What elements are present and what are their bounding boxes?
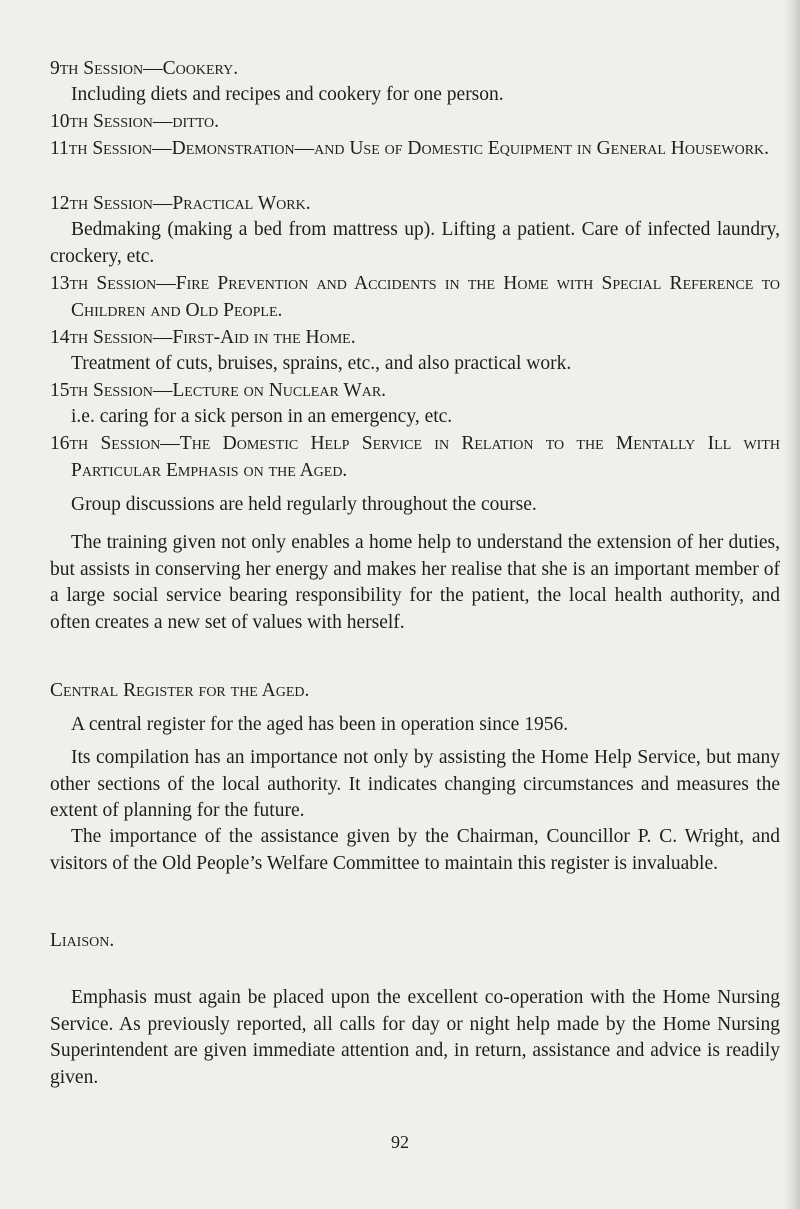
session-12-detail: Bedmaking (making a bed from mattress up). Lifting a patient. Care of infected laundry, crockery, etc. (50, 219, 780, 267)
central-register-paragraph-2: Its compilation has an importance not only by assisting the Home Help Service, but many other sections of the local authority. It indicates changing circumstances and measures the extent of planning for the future. (50, 747, 780, 821)
liaison-heading: Liaison. (50, 930, 115, 951)
session-16-heading: 16th Session—The Domestic Help Service in Relation to the Mentally Ill with Particular Emphasis on the Aged. (50, 433, 780, 481)
group-discussions-paragraph: Group discussions are held regularly throughout the course. (71, 494, 537, 515)
liaison-paragraph: Emphasis must again be placed upon the excellent co-operation with the Home Nursing Service. As previously reported, all calls for day or night help made by the Home Nursing Superintendent are given immediate attention and, in return, assistance and advice is readily given. (50, 987, 780, 1088)
central-register-heading: Central Register for the Aged. (50, 680, 310, 701)
session-14-heading: 14th Session—First-Aid in the Home. (50, 327, 356, 348)
central-register-paragraph-1: A central register for the aged has been in operation since 1956. (71, 714, 569, 735)
session-9-detail: Including diets and recipes and cookery for one person. (71, 84, 504, 105)
page-number: 92 (391, 1132, 409, 1152)
session-14-detail: Treatment of cuts, bruises, sprains, etc., and also practical work. (71, 353, 572, 374)
session-10-heading: 10th Session—ditto. (50, 111, 219, 132)
training-paragraph: The training given not only enables a home help to understand the extension of her duties, but assists in conserving her energy and makes her realise that she is an important member of a large social service bearing responsibility for the patient, the local health authority, and often creates a new set of values with herself. (50, 532, 780, 633)
session-9-heading: 9th Session—Cookery. (50, 58, 239, 79)
session-15-detail: i.e. caring for a sick person in an emergency, etc. (71, 406, 453, 427)
central-register-paragraph-3: The importance of the assistance given by the Chairman, Councillor P. C. Wright, and visitors of the Old People’s Welfare Committee to maintain this register is invaluable. (50, 826, 780, 874)
session-13-heading: 13th Session—Fire Prevention and Accidents in the Home with Special Reference to Children and Old People. (50, 273, 780, 321)
session-12-heading: 12th Session—Practical Work. (50, 193, 311, 214)
session-15-heading: 15th Session—Lecture on Nuclear War. (50, 380, 387, 401)
session-11-heading: 11th Session—Demonstration—and Use of Domestic Equipment in General Housework. (50, 138, 770, 159)
